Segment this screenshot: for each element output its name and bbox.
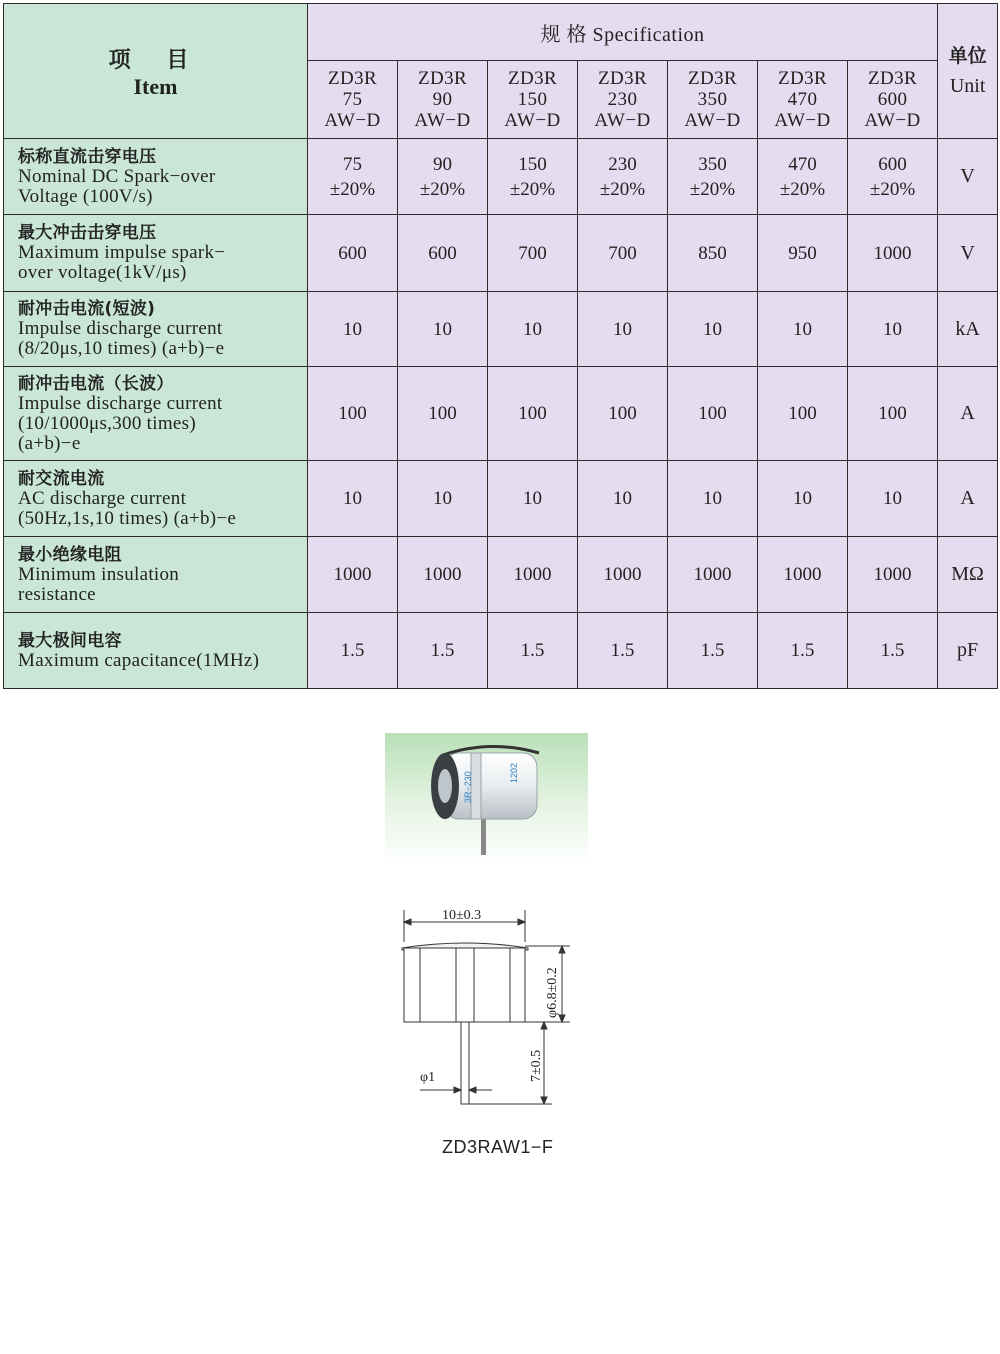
model-line: AW−D [864, 110, 921, 131]
model-line: AW−D [684, 110, 741, 131]
value-cell [488, 292, 578, 367]
item-header-zh: 项 目 [108, 47, 203, 73]
value-cell [308, 367, 398, 461]
row-label-en: Impulse discharge current [18, 318, 223, 339]
value-cell [578, 367, 668, 461]
tolerance-text: ±20% [329, 178, 376, 200]
value-text: 10 [883, 488, 903, 509]
value-cell [398, 292, 488, 367]
value-text: 100 [338, 403, 367, 424]
value-text: 10 [343, 318, 362, 340]
model-header-230 [578, 61, 668, 139]
value-cell [758, 139, 848, 215]
value-text: 1000 [333, 564, 372, 585]
unit-cell: A [938, 461, 998, 537]
row-label [4, 613, 308, 689]
value-text: 100 [788, 403, 817, 424]
value-cell [398, 215, 488, 292]
unit-cell: pF [938, 613, 998, 689]
value-text: 1.5 [700, 640, 725, 661]
model-line: ZD3R [867, 68, 918, 89]
value-text: 1000 [783, 564, 822, 585]
unit-cell: V [938, 139, 998, 215]
row-label-zh: 最小绝缘电阻 [18, 544, 122, 565]
value-text: 1.5 [340, 640, 365, 661]
value-cell [668, 139, 758, 215]
model-line: AW−D [774, 110, 831, 131]
value-cell [848, 613, 938, 689]
model-line: ZD3R [327, 68, 378, 89]
item-header-cell [4, 4, 308, 139]
value-cell [578, 537, 668, 613]
value-text: 10 [703, 318, 722, 340]
unit-cell: A [938, 367, 998, 461]
row-label-en: resistance [18, 583, 96, 605]
value-text: 100 [518, 403, 547, 424]
value-cell [848, 292, 938, 367]
unit-header-cell [938, 4, 998, 139]
row-label [4, 215, 308, 292]
tolerance-text: ±20% [509, 178, 556, 200]
value-text: 850 [698, 242, 727, 264]
value-text: 1000 [693, 564, 732, 585]
model-line: 90 [432, 89, 453, 110]
value-cell [848, 367, 938, 461]
value-cell [488, 367, 578, 461]
value-cell [308, 537, 398, 613]
dimension-drawing [380, 900, 610, 1110]
value-cell [398, 367, 488, 461]
row-label-en: AC discharge current [18, 487, 187, 509]
row-label-zh: 耐冲击电流(短波) [18, 299, 156, 319]
value-text: 1.5 [610, 640, 635, 661]
value-cell [398, 461, 488, 537]
unit-cell: kA [938, 292, 998, 367]
model-line: AW−D [324, 110, 381, 131]
value-text: 100 [428, 403, 457, 424]
value-text: 700 [518, 242, 547, 264]
tolerance-text: ±20% [689, 178, 736, 200]
model-header-600 [848, 61, 938, 139]
value-cell [398, 537, 488, 613]
specification-table [3, 3, 998, 689]
value-text: 90 [433, 153, 452, 175]
value-cell [488, 215, 578, 292]
row-label [4, 292, 308, 367]
model-header-150 [488, 61, 578, 139]
row-label [4, 139, 308, 215]
value-text: 1000 [513, 564, 552, 585]
row-label-en: (50Hz,1s,10 times) (a+b)−e [18, 507, 237, 529]
value-text: 230 [608, 153, 637, 175]
value-cell [758, 215, 848, 292]
model-header-350 [668, 61, 758, 139]
value-cell [848, 461, 938, 537]
row-label-en: (a+b)−e [18, 432, 81, 454]
value-cell [308, 215, 398, 292]
value-text: 700 [608, 242, 637, 264]
value-cell [308, 613, 398, 689]
value-text: 100 [698, 403, 727, 424]
value-cell [488, 461, 578, 537]
model-line: ZD3R [777, 68, 828, 89]
value-cell [668, 613, 758, 689]
value-text: 600 [428, 242, 457, 264]
model-line: ZD3R [687, 68, 738, 89]
tolerance-text: ±20% [599, 178, 646, 200]
value-cell [758, 613, 848, 689]
value-cell [308, 292, 398, 367]
value-cell [848, 537, 938, 613]
model-line: ZD3R [507, 68, 558, 89]
value-text: 10 [703, 488, 722, 509]
model-line: ZD3R [597, 68, 648, 89]
row-label-en: (8/20μs,10 times) (a+b)−e [18, 338, 225, 359]
table-row [4, 139, 998, 215]
value-text: 10 [433, 488, 452, 509]
dim-diameter-label: φ6.8±0.2 [545, 967, 560, 1018]
value-text: 600 [338, 242, 367, 264]
value-cell [758, 537, 848, 613]
value-cell [308, 139, 398, 215]
row-label-zh: 最大冲击击穿电压 [18, 223, 157, 243]
value-text: 350 [698, 153, 727, 175]
row-label [4, 537, 308, 613]
value-cell [578, 292, 668, 367]
value-text: 950 [788, 242, 817, 264]
row-label-en: Impulse discharge current [18, 392, 223, 414]
value-text: 1.5 [790, 640, 815, 661]
value-cell [578, 613, 668, 689]
model-line: AW−D [594, 110, 651, 131]
photo-marking-left: 3R−230 [463, 771, 473, 803]
value-cell [758, 367, 848, 461]
dim-width-label: 10±0.3 [442, 908, 482, 923]
value-cell [488, 139, 578, 215]
value-text: 1000 [423, 564, 462, 585]
value-cell [668, 461, 758, 537]
value-text: 10 [883, 318, 903, 340]
row-label-en: Maximum impulse spark− [18, 242, 226, 263]
dim-lead-diameter-label: φ1 [420, 1070, 436, 1085]
drawing-caption: ZD3RAW1−F [442, 1137, 554, 1157]
tolerance-text: ±20% [419, 178, 466, 200]
value-text: 10 [433, 318, 452, 340]
value-cell [848, 139, 938, 215]
table-row [4, 537, 998, 613]
table-row [4, 461, 998, 537]
value-text: 75 [343, 153, 362, 175]
value-cell [488, 537, 578, 613]
value-text: 1.5 [430, 640, 455, 661]
value-cell [308, 461, 398, 537]
value-cell [578, 461, 668, 537]
row-label-zh: 标称直流击穿电压 [18, 146, 157, 167]
value-cell [578, 215, 668, 292]
value-cell [668, 367, 758, 461]
value-text: 1000 [603, 564, 642, 585]
row-label-en: Nominal DC Spark−over [18, 165, 216, 187]
model-header-470 [758, 61, 848, 139]
model-line: AW−D [414, 110, 471, 131]
value-cell [488, 613, 578, 689]
model-line: 75 [342, 89, 363, 110]
row-label-en: Maximum capacitance(1MHz) [18, 649, 260, 671]
value-text: 1000 [873, 564, 912, 585]
model-header-90 [398, 61, 488, 139]
value-text: 10 [343, 488, 362, 509]
model-line: ZD3R [417, 68, 468, 89]
value-text: 10 [613, 318, 632, 340]
row-label-en: Voltage (100V/s) [18, 185, 153, 207]
value-cell [758, 461, 848, 537]
value-cell [668, 537, 758, 613]
model-line: AW−D [504, 110, 561, 131]
value-text: 1.5 [520, 640, 545, 661]
spec-header: 规 格 Specification [540, 23, 705, 46]
tolerance-text: ±20% [869, 178, 916, 200]
unit-header-zh: 单位 [948, 45, 987, 67]
row-label [4, 461, 308, 537]
model-header-75 [308, 61, 398, 139]
model-line: 600 [877, 89, 908, 110]
photo-marking-right: 1202 [509, 762, 519, 783]
value-text: 10 [523, 318, 542, 340]
unit-cell: V [938, 215, 998, 292]
table-row [4, 613, 998, 689]
value-text: 10 [613, 488, 632, 509]
value-text: 100 [878, 403, 907, 424]
model-line: 470 [787, 89, 818, 110]
value-cell [848, 215, 938, 292]
value-text: 10 [793, 318, 812, 340]
row-label-en: Minimum insulation [18, 563, 180, 585]
row-label-zh: 耐交流电流 [18, 468, 105, 489]
model-line: 350 [697, 89, 728, 110]
value-cell [398, 139, 488, 215]
item-header-en: Item [133, 73, 178, 99]
value-cell [398, 613, 488, 689]
value-text: 600 [878, 153, 907, 175]
row-label-zh: 最大极间电容 [18, 630, 122, 651]
value-text: 1000 [873, 242, 912, 264]
value-cell [758, 292, 848, 367]
value-cell [668, 292, 758, 367]
value-text: 150 [518, 153, 547, 175]
row-label-en: (10/1000μs,300 times) [18, 412, 196, 434]
value-text: 1.5 [880, 640, 905, 661]
value-text: 100 [608, 403, 637, 424]
value-text: 10 [793, 488, 812, 509]
table-row [4, 292, 998, 367]
tolerance-text: ±20% [779, 178, 826, 200]
unit-cell: MΩ [938, 537, 998, 613]
value-cell [668, 215, 758, 292]
model-line: 230 [607, 89, 638, 110]
value-cell [578, 139, 668, 215]
row-label-en: over voltage(1kV/μs) [18, 262, 187, 283]
value-text: 470 [788, 153, 817, 175]
dim-lead-length-label: 7±0.5 [529, 1049, 544, 1082]
product-photo [385, 733, 588, 866]
model-line: 150 [517, 89, 548, 110]
table-row [4, 367, 998, 461]
value-text: 10 [523, 488, 542, 509]
row-label-zh: 耐冲击电流（长波） [18, 373, 174, 394]
table-row [4, 215, 998, 292]
spec-header-cell [308, 4, 938, 61]
row-label [4, 367, 308, 461]
unit-header-en: Unit [949, 75, 986, 97]
